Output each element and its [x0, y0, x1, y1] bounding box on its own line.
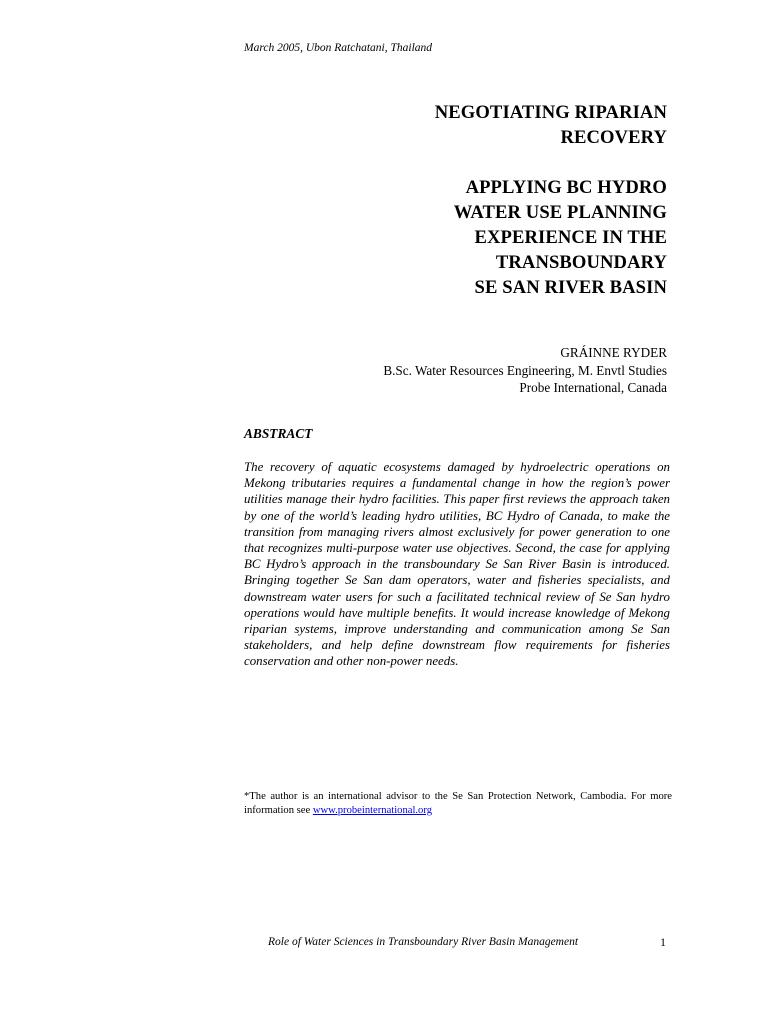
- website-link[interactable]: www.probeinternational.org: [312, 805, 432, 816]
- subtitle-line: APPLYING BC HYDRO: [465, 177, 667, 198]
- footnote-text: *The author is an international advisor to the Se San Protection Network, Cambodia. For more information see: [244, 791, 672, 816]
- subtitle-line: EXPERIENCE IN THE: [474, 227, 667, 248]
- author-affiliation: Probe International, Canada: [519, 380, 667, 395]
- title-line: NEGOTIATING RIPARIAN: [434, 102, 667, 123]
- subtitle-line: SE SAN RIVER BASIN: [474, 277, 667, 298]
- paper-title: [247, 100, 667, 300]
- author-name: GRÁINNE RYDER: [560, 345, 667, 360]
- author-footnote: [244, 790, 672, 818]
- abstract-heading: ABSTRACT: [244, 426, 313, 441]
- author-block: [247, 344, 667, 397]
- page-number: 1: [660, 935, 666, 949]
- running-footer-title: Role of Water Sciences in Transboundary River Basin Management: [268, 936, 579, 948]
- title-line: RECOVERY: [560, 127, 667, 148]
- subtitle-line: WATER USE PLANNING: [453, 202, 667, 223]
- abstract-text: The recovery of aquatic ecosystems damaged by hydroelectric operations on Mekong tributaries requires a fundamental change in how the region’s power utilities manage their hydro facilities. This paper first reviews the approach taken by one of the world’s leading hydro utilities, BC Hydro of Canada, to make the transition from managing rivers almost exclusively for power generation to one that recognizes multi-purpose water use objectives. Second, the case for applying BC Hydro’s approach in the transboundary Se San River Basin is introduced. Bringing together Se San dam operators, water and fisheries specialists, and downstream water users for such a facilitated technical review of Se San hydro operations would have multiple benefits. It would increase knowledge of Mekong riparian systems, improve understanding and communication among Se San stakeholders, and help define downstream flow requirements for fisheries conservation and other non-power needs.: [244, 460, 670, 669]
- conference-line: March 2005, Ubon Ratchatani, Thailand: [244, 42, 433, 54]
- subtitle-line: TRANSBOUNDARY: [495, 252, 667, 273]
- author-credentials: B.Sc. Water Resources Engineering, M. Envtl Studies: [383, 362, 667, 378]
